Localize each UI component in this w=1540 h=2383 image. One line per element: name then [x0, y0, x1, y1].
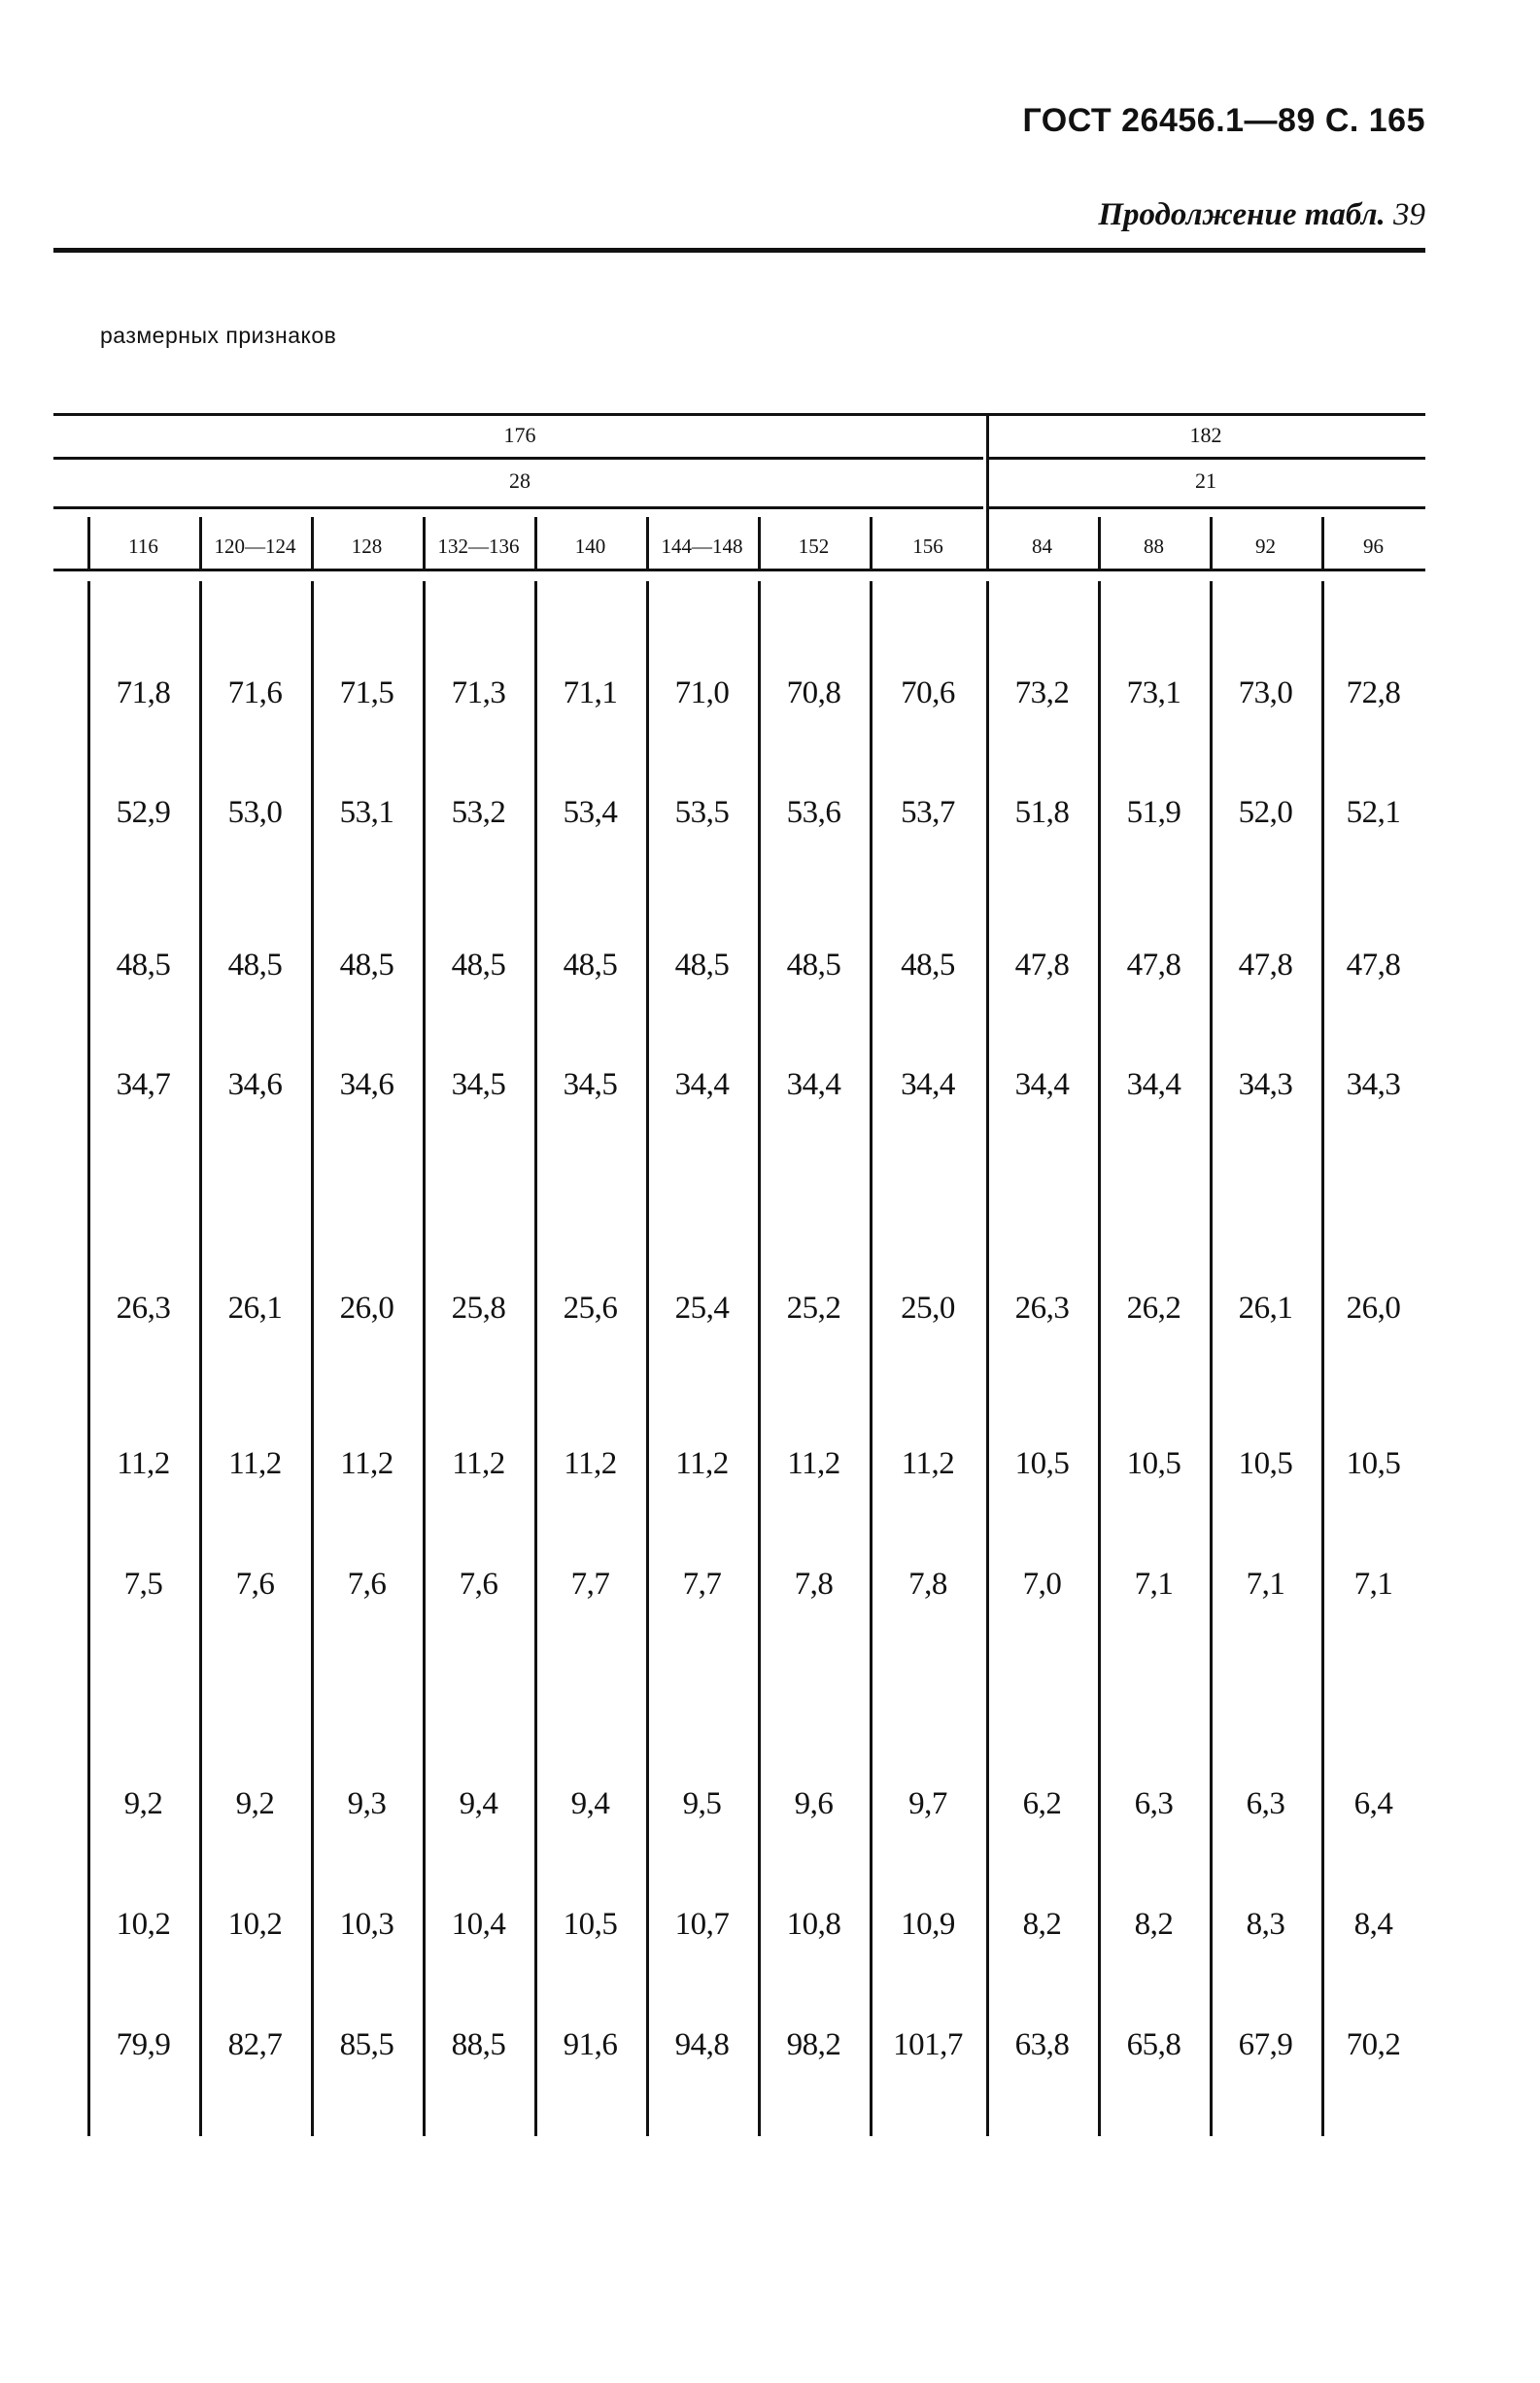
table-cell: 10,5: [1346, 1446, 1401, 1481]
table-cell: 26,1: [1238, 1291, 1293, 1326]
table-cell: 9,4: [570, 1786, 610, 1821]
table-cell: 79,9: [116, 2027, 171, 2062]
table-cell: 53,4: [563, 795, 618, 830]
table-cell: 70,2: [1346, 2027, 1401, 2062]
table-cell: 53,6: [786, 795, 841, 830]
table-cell: 11,2: [228, 1446, 282, 1481]
column-header: 88: [1144, 535, 1164, 558]
table-cell: 73,0: [1238, 675, 1293, 710]
group-rule-right: [989, 457, 1425, 460]
table-cell: 9,2: [235, 1786, 275, 1821]
table-cell: 48,5: [227, 948, 283, 983]
table-cell: 91,6: [563, 2027, 618, 2062]
table-cell: 52,9: [116, 795, 171, 830]
group-sub-label: 21: [1195, 468, 1216, 493]
table-cell: 34,4: [1014, 1067, 1070, 1102]
table-cell: 7,8: [794, 1567, 834, 1602]
table-cell: 101,7: [893, 2027, 963, 2062]
table-cell: 7,1: [1353, 1567, 1393, 1602]
table-cell: 48,5: [901, 948, 955, 983]
table-cell: 8,4: [1353, 1907, 1393, 1942]
table-cell: 71,1: [563, 675, 618, 710]
table-cell: 11,2: [452, 1446, 505, 1481]
table-cell: 9,3: [347, 1786, 387, 1821]
table-cell: 11,2: [675, 1446, 729, 1481]
table-cell: 10,7: [674, 1907, 730, 1942]
table-cell: 88,5: [451, 2027, 506, 2062]
table-cell: 94,8: [674, 2027, 730, 2062]
table-cell: 25,2: [786, 1291, 841, 1326]
group-height-label: 176: [503, 423, 536, 447]
column-header: 128: [351, 535, 383, 558]
table-cell: 34,4: [901, 1067, 955, 1102]
table-cell: 53,2: [451, 795, 506, 830]
table-cell: 8,3: [1246, 1907, 1285, 1942]
table-cell: 34,7: [116, 1067, 171, 1102]
table-cell: 67,9: [1238, 2027, 1293, 2062]
table-cell: 48,5: [786, 948, 841, 983]
column-header: 140: [574, 535, 606, 558]
table-cell: 48,5: [674, 948, 730, 983]
table-cell: 6,2: [1022, 1786, 1062, 1821]
table-cell: 6,3: [1246, 1786, 1285, 1821]
subgroup-rule-right: [989, 506, 1425, 509]
table-cell: 47,8: [1014, 948, 1070, 983]
table-cell: 34,4: [1126, 1067, 1181, 1102]
table-cell: 53,1: [339, 795, 394, 830]
table-cell: 34,6: [227, 1067, 283, 1102]
table-continuation-label: [1098, 197, 1425, 233]
table-cell: 7,6: [459, 1567, 498, 1602]
table-cell: 65,8: [1126, 2027, 1181, 2062]
table-cell: 7,0: [1022, 1567, 1062, 1602]
table-cell: 10,2: [116, 1907, 171, 1942]
column-header: 120—124: [214, 535, 296, 558]
table-cell: 26,2: [1126, 1291, 1181, 1326]
table-cell: 25,4: [674, 1291, 730, 1326]
table-cell: 7,5: [123, 1567, 163, 1602]
column-header: 92: [1255, 535, 1276, 558]
table-cell: 73,1: [1126, 675, 1181, 710]
table-cell: 11,2: [901, 1446, 955, 1481]
table-cell: 10,2: [227, 1907, 283, 1942]
table-cell: 7,8: [908, 1567, 947, 1602]
table-cell: 48,5: [451, 948, 506, 983]
table-cell: 26,0: [1346, 1291, 1401, 1326]
header-rule: [53, 248, 1425, 253]
table-cell: 98,2: [786, 2027, 841, 2062]
group-sub-label: 28: [509, 468, 530, 493]
table-cell: 10,5: [1238, 1446, 1293, 1481]
table-cell: 7,6: [235, 1567, 275, 1602]
group-rule-left: [53, 457, 983, 460]
table-cell: 7,1: [1134, 1567, 1174, 1602]
table-cell: 48,5: [339, 948, 394, 983]
table-cell: 9,7: [908, 1786, 947, 1821]
table-cell: 9,4: [459, 1786, 498, 1821]
table-subtitle: размерных признаков: [100, 323, 337, 348]
table-cell: 85,5: [339, 2027, 394, 2062]
table-top-rule: [53, 413, 1425, 416]
column-header: 116: [128, 535, 158, 558]
table-cell: 26,0: [339, 1291, 394, 1326]
table-cell: 8,2: [1134, 1907, 1174, 1942]
table-cell: 52,0: [1238, 795, 1293, 830]
table-cell: 71,8: [116, 675, 171, 710]
table-cell: 48,5: [563, 948, 618, 983]
group-height-label: 182: [1189, 423, 1222, 447]
table-cell: 34,3: [1238, 1067, 1293, 1102]
table-cell: 48,5: [116, 948, 171, 983]
table-cell: 53,0: [227, 795, 283, 830]
table-cell: 7,6: [347, 1567, 387, 1602]
table-cell: 71,0: [674, 675, 730, 710]
table-cell: 47,8: [1346, 948, 1401, 983]
table-cell: 9,6: [794, 1786, 834, 1821]
table-cell: 73,2: [1014, 675, 1070, 710]
table-cell: 26,3: [1014, 1291, 1070, 1326]
column-header: 96: [1363, 535, 1384, 558]
table-cell: 70,8: [786, 675, 841, 710]
table-cell: 51,9: [1126, 795, 1181, 830]
table-cell: 51,8: [1014, 795, 1070, 830]
table-cell: 53,7: [901, 795, 955, 830]
table-cell: 6,4: [1353, 1786, 1393, 1821]
table-cell: 52,1: [1346, 795, 1401, 830]
table-cell: 25,8: [451, 1291, 506, 1326]
table-cell: 8,2: [1022, 1907, 1062, 1942]
table-cell: 34,4: [674, 1067, 730, 1102]
table-cell: 72,8: [1346, 675, 1401, 710]
column-header: 156: [912, 535, 943, 558]
table-cell: 9,5: [682, 1786, 722, 1821]
table-cell: 63,8: [1014, 2027, 1070, 2062]
table-cell: 34,5: [563, 1067, 618, 1102]
table-cell: 26,3: [116, 1291, 171, 1326]
document-header: ГОСТ 26456.1—89 С. 165: [1022, 102, 1425, 139]
table-cell: 10,5: [563, 1907, 618, 1942]
continuation-text: Продолжение табл.: [1098, 197, 1386, 232]
table-cell: 10,5: [1126, 1446, 1181, 1481]
table-cell: 26,1: [227, 1291, 283, 1326]
table-cell: 11,2: [117, 1446, 170, 1481]
table-cell: 71,6: [227, 675, 283, 710]
table-cell: 7,7: [682, 1567, 722, 1602]
table-cell: 10,3: [339, 1907, 394, 1942]
column-header: 144—148: [661, 535, 743, 558]
table-cell: 47,8: [1126, 948, 1181, 983]
table-cell: 25,6: [563, 1291, 618, 1326]
column-header: 84: [1032, 535, 1052, 558]
table-cell: 34,3: [1346, 1067, 1401, 1102]
table-cell: 6,3: [1134, 1786, 1174, 1821]
table-cell: 9,2: [123, 1786, 163, 1821]
table-cell: 10,5: [1014, 1446, 1070, 1481]
table-cell: 47,8: [1238, 948, 1293, 983]
subgroup-rule-left: [53, 506, 983, 509]
table-cell: 11,2: [787, 1446, 840, 1481]
column-header: 152: [798, 535, 830, 558]
table-cell: 11,2: [564, 1446, 617, 1481]
table-cell: 10,8: [786, 1907, 841, 1942]
column-header: 132—136: [437, 535, 520, 558]
table-number: 39: [1393, 197, 1425, 232]
table-cell: 7,7: [570, 1567, 610, 1602]
table-cell: 71,5: [339, 675, 394, 710]
table-cell: 34,6: [339, 1067, 394, 1102]
table-cell: 34,5: [451, 1067, 506, 1102]
table-cell: 70,6: [901, 675, 955, 710]
table-cell: 82,7: [227, 2027, 283, 2062]
header-bottom-rule: [53, 569, 1425, 571]
table-cell: 25,0: [901, 1291, 955, 1326]
table-cell: 11,2: [340, 1446, 394, 1481]
table-cell: 7,1: [1246, 1567, 1285, 1602]
table-cell: 71,3: [451, 675, 506, 710]
table-cell: 53,5: [674, 795, 730, 830]
table-cell: 10,9: [901, 1907, 955, 1942]
table-cell: 10,4: [451, 1907, 506, 1942]
table-cell: 34,4: [786, 1067, 841, 1102]
